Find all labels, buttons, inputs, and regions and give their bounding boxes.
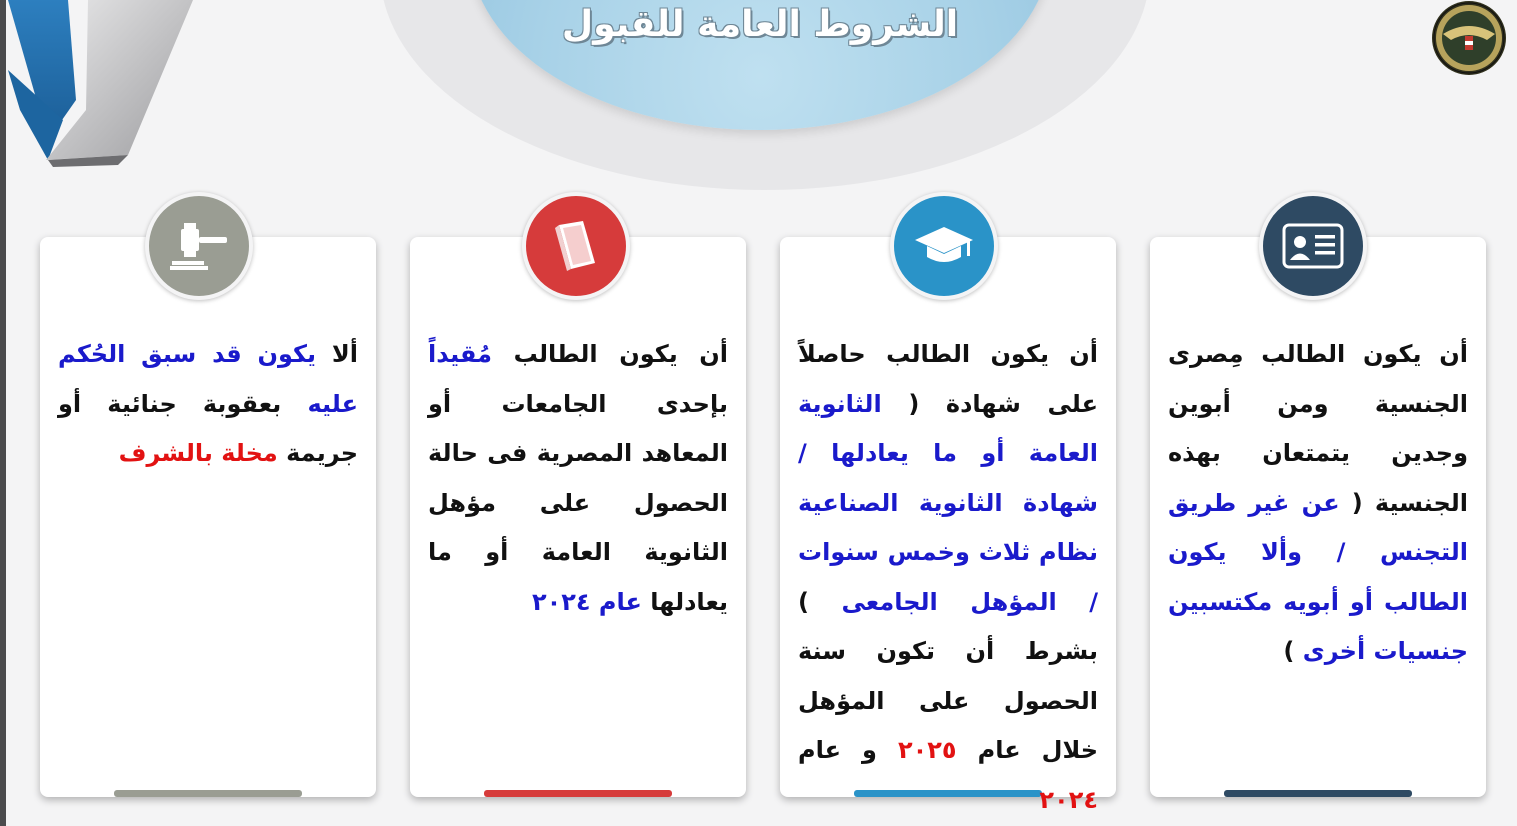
graduation-cap-icon xyxy=(913,223,975,269)
condition-text-record xyxy=(58,330,358,479)
text-segment: أن يكون الطالب xyxy=(492,340,728,368)
academy-emblem-icon xyxy=(1425,0,1513,78)
gavel-icon-badge xyxy=(145,192,253,300)
text-segment: و عام xyxy=(798,736,898,764)
text-segment: بإحدى الجامعات أو المعاهد المصرية فى حالة الحصول على مؤهل الثانوية العامة أو ما يعادلها xyxy=(428,389,728,616)
gavel-icon xyxy=(168,221,230,271)
book-icon-badge xyxy=(522,192,630,300)
highlight-blue: يكون قد سبق الحُكم عليه xyxy=(58,340,358,418)
condition-text-certificate xyxy=(798,330,1098,825)
highlight-red: مخلة بالشرف xyxy=(118,439,278,467)
condition-card-record xyxy=(40,237,376,797)
graduation-cap-icon-badge xyxy=(890,192,998,300)
text-segment: بعقوبة جنائية أو جريمة xyxy=(58,389,358,467)
condition-text-enrollment xyxy=(428,330,728,627)
highlight-blue: الثانوية العامة أو ما يعادلها / شهادة الثانوية الصناعية نظام ثلاث وخمس سنوات / المؤهل الجامعى xyxy=(798,389,1098,616)
id-card-icon-badge xyxy=(1259,192,1367,300)
card-accent-bar xyxy=(484,790,672,797)
brand-mark-icon xyxy=(8,0,198,170)
text-segment: ) xyxy=(1283,637,1303,665)
text-segment: ) بشرط أن تكون سنة الحصول على المؤهل خلال عام xyxy=(798,587,1098,764)
text-segment: أن يكون الطالب مِصرى الجنسية ومن أبوين وجدين يتمتعان بهذه الجنسية ( xyxy=(1168,340,1468,517)
highlight-blue: عام ٢٠٢٤ xyxy=(531,587,642,616)
text-segment: ألا xyxy=(316,340,358,368)
highlight-blue: عن غير طريق التجنس / وألا يكون الطالب أو أبويه مكتسبين جنسيات أخرى xyxy=(1168,488,1468,665)
card-accent-bar xyxy=(114,790,302,797)
book-icon xyxy=(551,219,601,273)
left-edge-strip xyxy=(0,0,6,826)
id-card-icon xyxy=(1282,223,1344,269)
highlight-blue: مُقيداً xyxy=(428,340,493,368)
condition-text-nationality xyxy=(1168,330,1468,677)
page-title: الشروط العامة للقبول xyxy=(561,4,959,45)
highlight-red: ٢٠٢٥ xyxy=(897,736,957,764)
highlight-red: ٢٠٢٤ xyxy=(1039,785,1098,814)
card-accent-bar xyxy=(1224,790,1412,797)
text-segment: أن يكون الطالب حاصلاً على شهادة ( xyxy=(798,340,1098,418)
